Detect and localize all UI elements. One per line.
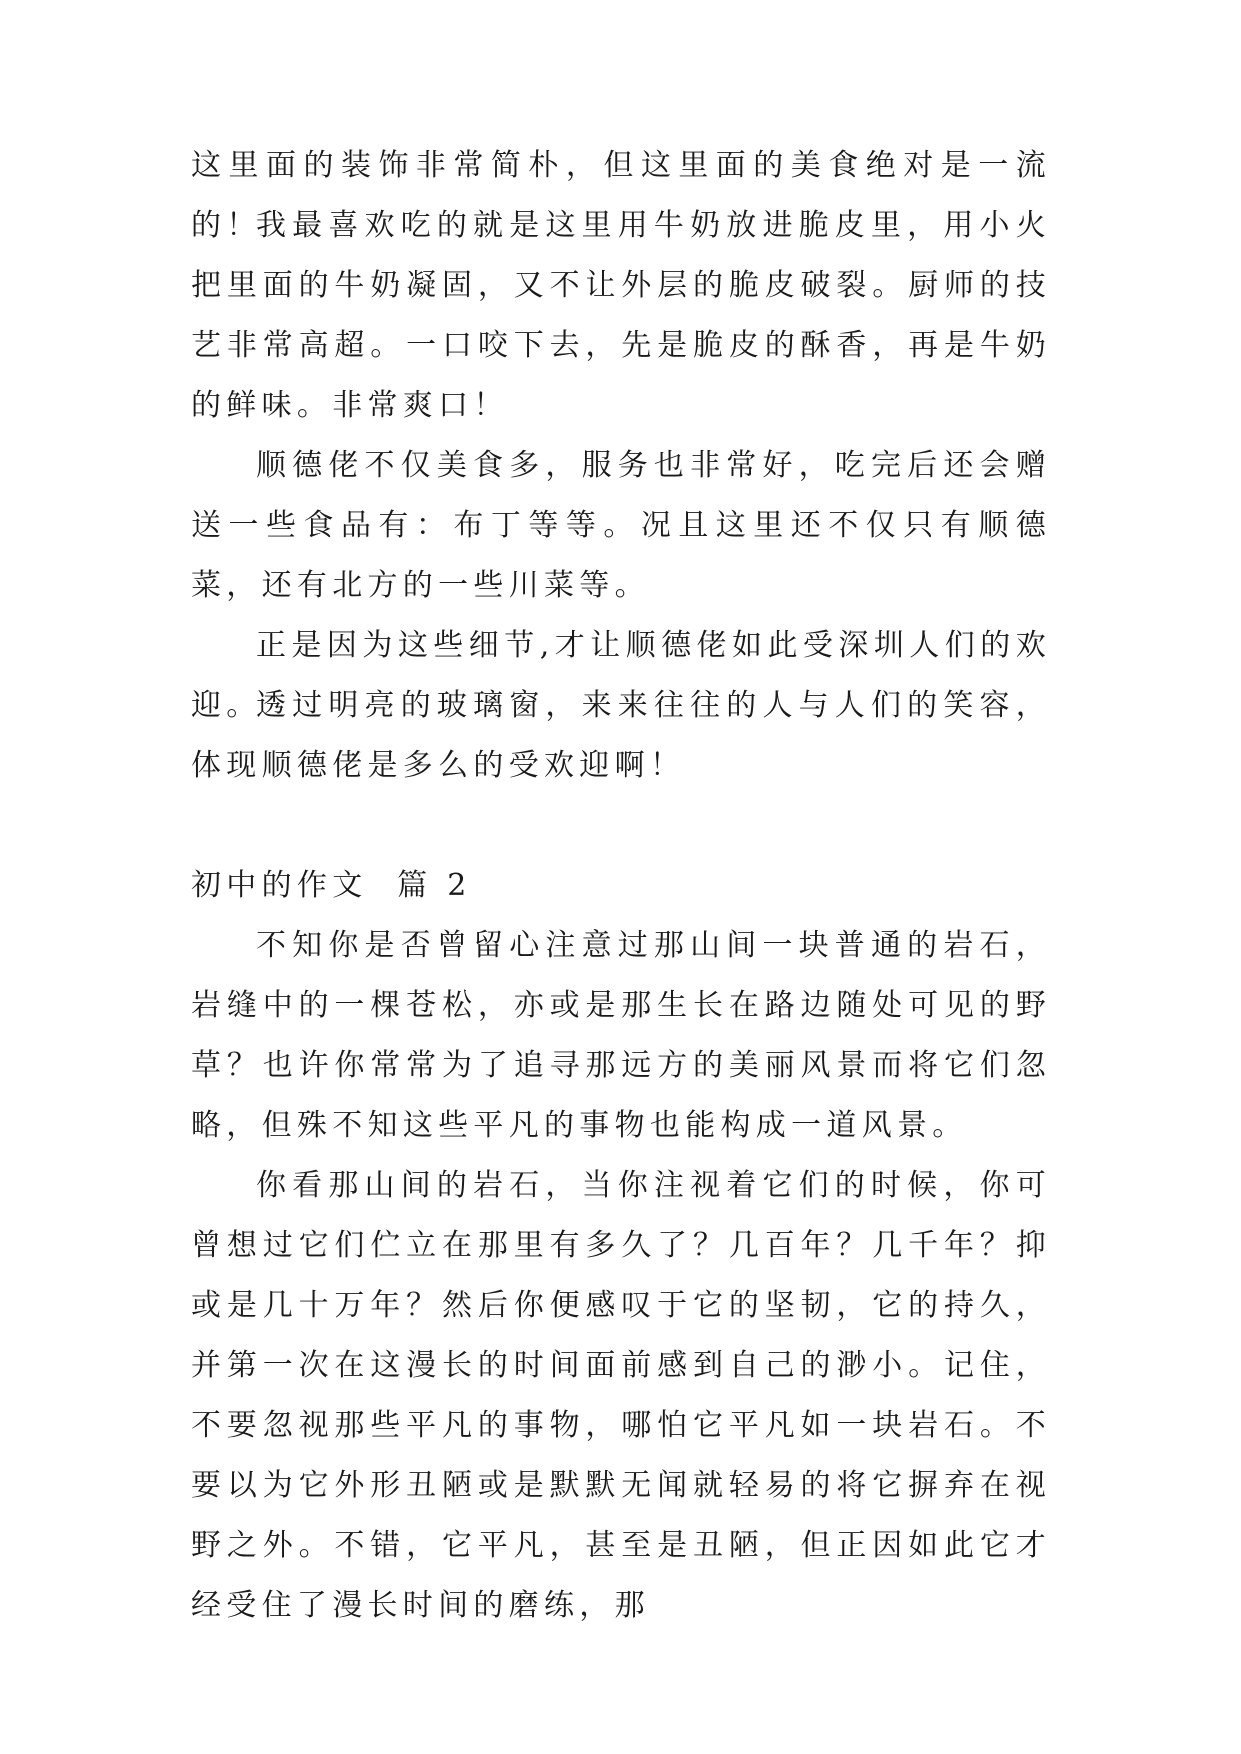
section-heading: 初中的作文 篇 2 [191,868,472,903]
paragraph: 顺德佬不仅美食多，服务也非常好，吃完后还会赠送一些食品有：布丁等等。况且这里还不仅只有顺德菜，还有北方的一些川菜等。 [191,448,1051,603]
paragraph: 不知你是否曾留心注意过那山间一块普通的岩石，岩缝中的一棵苍松，亦或是那生长在路边随处可见的野草？也许你常常为了追寻那远方的美丽风景而将它们忽略，但殊不知这些平凡的事物也能构成一道风景。 [191,928,1051,1143]
paragraph: 透过明亮的玻璃窗，来来往往的人与人们的笑容，体现顺德佬是多么的受欢迎啊！ [191,688,1051,783]
paragraph: 正是因为这些细节,才让顺德佬如此受深圳人们的欢迎。 [191,628,1051,723]
paragraph: 你看那山间的岩石，当你注视着它们的时候，你可曾想过它们伫立在那里有多久了？几百年？几千年？抑或是几十万年？然后你便感叹于它的坚韧，它的持久，并第一次在这漫长的时间面前感到自己的渺小。记住，不要忽视那些平凡的事物，哪怕它平凡如一块岩石。不要以为它外形丑陋或是默默无闻就轻易的将它摒弃在视野之外。不错，它平凡，甚至是丑陋，但正因如此它才经受住了漫长时间的磨练，那 [191,1168,1051,1623]
paragraph: 这里面的装饰非常简朴，但这里面的美食绝对是一流的！ [191,148,1051,243]
paragraph: 我最喜欢吃的就是这里用牛奶放进脆皮里，用小火把里面的牛奶凝固，又不让外层的脆皮破裂。厨师的技艺非常高超。一口咬下去，先是脆皮的酥香，再是牛奶的鲜味。非常爽口！ [191,208,1051,423]
